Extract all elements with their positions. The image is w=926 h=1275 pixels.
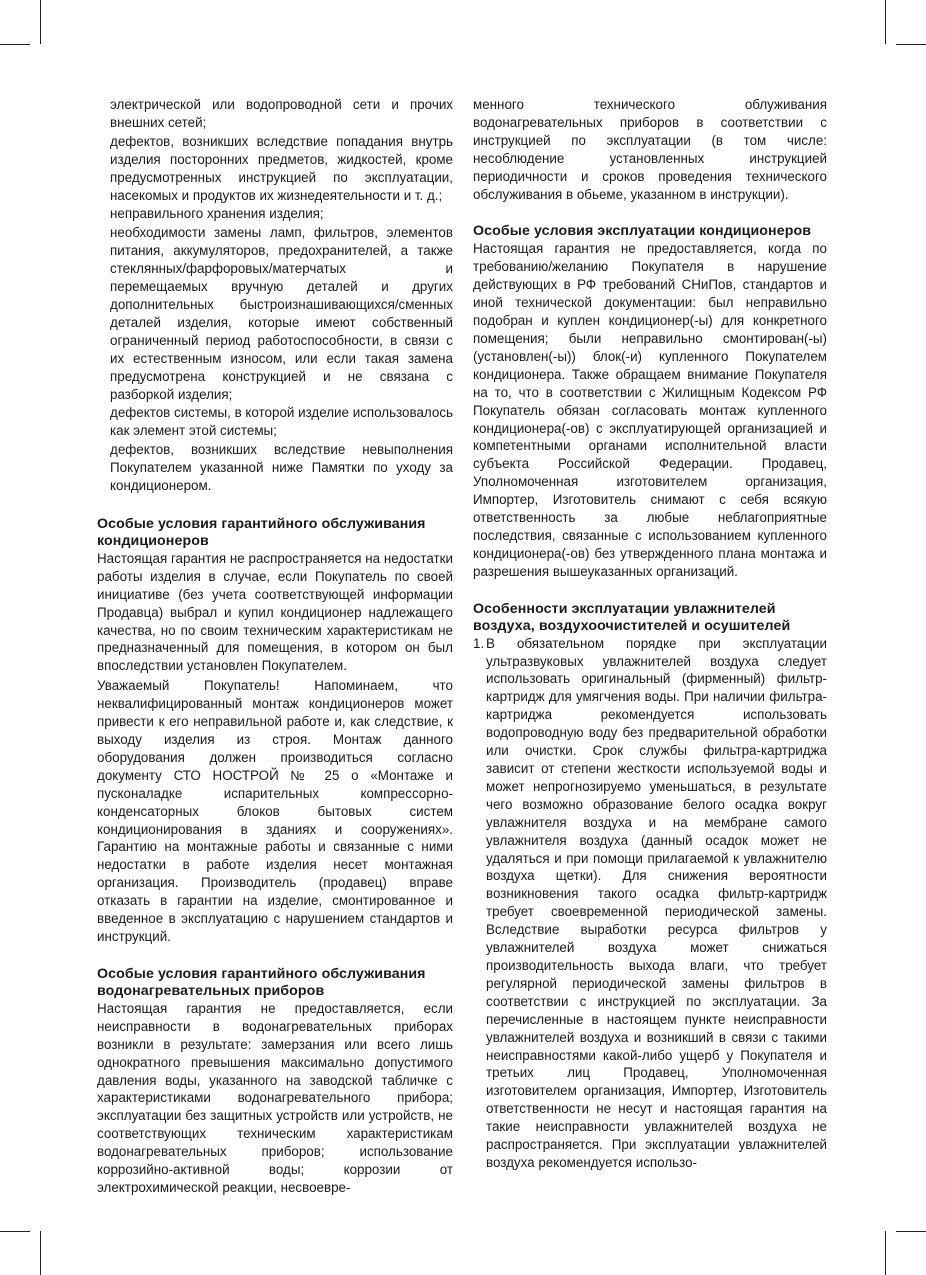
list-item: необходимости замены ламп, фильтров, элементов питания, аккумуляторов, предохранителей, а также стеклянных/фарфоровых/матерчатых и перемещаемых вручную деталей и других дополнительных быстроизнашивающихся/сменных деталей изделия, которые имеют собственный ограниченный период работоспособности, в связи с их естественным износом, или если такая замена предусмотрена конструкцией и не связана с разборкой изделия; — [110, 225, 453, 402]
paragraph: Настоящая гарантия не распространяется на недостатки работы изделия в случае, если Покупатель по своей инициативе (без учета соответствующей информации Продавца) выбрал и купил кондиционер надлежащего качества, но по своим техническим характеристикам не предназначенный для помещения, в котором он был впоследствии установлен Покупателем. — [97, 550, 453, 674]
list-item: неправильного хранения изделия; — [110, 206, 324, 222]
crop-mark — [896, 44, 926, 45]
list-item: электрической или водопроводной сети и прочих внешних сетей; — [110, 97, 453, 130]
right-column — [473, 96, 827, 1172]
paragraph: Настоящая гарантия не предоставляется, если неисправности в водонагревательных приборах возникли в результате: замерзания или всего лишь однократного превышения максимально допустимого давления воды, указанного на заводской табличке с характеристиками водонагревательного прибора; эксплуатации без защитных устройств или устройств, не соответствующих техническим характеристикам водонагревательных приборов; использование коррозийно-активной воды; коррозии от электрохимической реакции, несвоевре- — [97, 1000, 453, 1195]
item-text: В обязательном порядке при эксплуатации ультразвуковых увлажнителей воздуха следует использовать оригинальный (фирменный) фильтр-картридж для умягчения воды. При наличии фильтра-картриджа рекомендуется использовать водопроводную воду без предварительной обработки или очистки. Срок службы фильтра-картриджа зависит от степени жесткости используемой воды и может непрогнозируемо уменьшаться, в результате чего возможно образование белого осадка вокруг увлажнителя воздуха и на мембране самого увлажнителя воздуха (данный осадок может не удаляться и при помощи прилагаемой к увлажнителю воздуха щетки). Для снижения вероятности возникновения такого осадка фильтр-картридж требует своевременной периодической замены. Вследствие выработки ресурса фильтров у увлажнителей воздуха может снижаться производительность выхода влаги, что требует регулярной периодической замены фильтров в соответствии с инструкцией по эксплуатации. За перечисленные в настоящем пункте неисправности увлажнителей воздуха и возникший в связи с такими неисправностями какой-либо ущерб у Покупателя и третьих лиц Продавец, Уполномоченная изготовителем организация, Импортер, Изготовитель ответственности не несут и настоящая гарантия на такие неисправности увлажнителей воздуха не распространяется. При эксплуатации увлажнителей воздуха рекомендуется использо- — [486, 635, 827, 1170]
section-heading: Особые условия гарантийного обслуживания кондиционеров — [97, 515, 426, 549]
paragraph: менного технического облуживания водонагревательных приборов в соответствии с инструкцией по эксплуатации (в том числе: несоблюдение установленных инструкцией периодичности и сроков проведения технического обслуживания в обьеме, указанном в инструкции). — [473, 97, 827, 202]
crop-mark — [40, 1231, 41, 1275]
crop-mark — [40, 0, 41, 44]
item-number: 1. — [473, 635, 485, 651]
crop-mark — [0, 1231, 30, 1232]
left-column — [97, 96, 453, 1197]
paragraph: Уважаемый Покупатель! Напоминаем, что неквалифицированный монтаж кондиционеров может привести к его неправильной работе и, как следствие, к выходу изделия из строя. Монтаж данного оборудования должен производиться согласно документу СТО НОСТРОЙ № 25 о «Монтаже и пусконаладке испарительных компрессорно-конденсаторных блоков бытовых систем кондиционирования в зданиях и сооружениях». Гарантию на монтажные работы и связанные с ними недостатки в работе изделия несет монтажная организация. Производитель (продавец) вправе отказать в гарантии на изделие, смонтированное и введенное в эксплуатацию с нарушением стандартов и инструкций. — [97, 678, 453, 944]
list-item: дефектов, возникших вследствие попадания внутрь изделия посторонних предметов, жидкостей, кроме предусмотренных инструкцией по эксплуатации, насекомых и продуктов их жизнедеятельности и т. д.; — [110, 133, 453, 203]
section-heading: Особые условия эксплуатации кондиционеров — [473, 223, 812, 240]
crop-mark — [885, 0, 886, 44]
section-heading: Особенности эксплуатации увлажнителей воздуха, воздухоочистителей и осушителей — [473, 600, 791, 634]
list-item: дефектов, возникших вследствие невыполнения Покупателем указанной ниже Памятки по уходу за кондиционером. — [110, 442, 453, 494]
section-heading: Особые условия гарантийного обслуживания водонагревательных приборов — [97, 965, 426, 999]
crop-mark — [885, 1231, 886, 1275]
paragraph: Настоящая гарантия не предоставляется, когда по требованию/желанию Покупателя в нарушение действующих в РФ требований СНиПов, стандартов и иной технической документации: был неправильно подобран и куплен кондиционер(-ы) для конкретного помещения; были неправильно смонтирован(-ы) (установлен(-ы)) блок(-и) купленного Покупателем кондиционера. Также обращаем внимание Покупателя на то, что в соответствии с Жилищным Кодексом РФ Покупатель обязан согласовать монтаж купленного кондиционера(-ов) с эксплуатирующей организацией и компетентными органами исполнительной власти субъекта Российской Федерации. Продавец, Уполномоченная изготовителем организация, Импортер, Изготовитель снимают с себя всякую ответственность за любые неблагоприятные последствия, связанные с использованием купленного кондиционера(-ов) без утвержденного плана монтажа и разрешения вышеуказанных организаций. — [473, 241, 827, 579]
crop-mark — [896, 1231, 926, 1232]
numbered-item — [473, 635, 827, 1172]
list-item: дефектов системы, в которой изделие использовалось как элемент этой системы; — [110, 405, 453, 439]
crop-mark — [0, 44, 30, 45]
